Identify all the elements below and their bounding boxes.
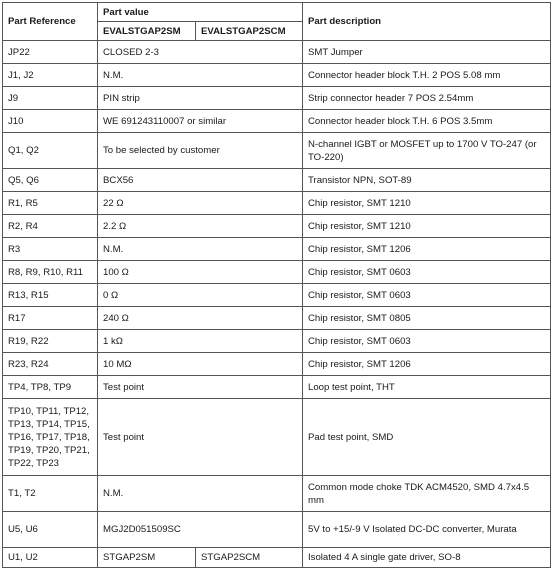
- cell-part-reference: J9: [3, 87, 98, 110]
- header-part-description: Part description: [303, 3, 551, 41]
- cell-part-reference: R13, R15: [3, 284, 98, 307]
- cell-part-description: Connector header block T.H. 2 POS 5.08 mm: [303, 64, 551, 87]
- cell-part-value: 22 Ω: [98, 192, 303, 215]
- cell-part-description: Loop test point, THT: [303, 376, 551, 399]
- bom-table: [2, 2, 551, 568]
- cell-part-description: Isolated 4 A single gate driver, SO-8: [303, 548, 551, 568]
- cell-part-reference: U5, U6: [3, 512, 98, 548]
- bom-table-container: [2, 2, 551, 568]
- cell-part-reference: R19, R22: [3, 330, 98, 353]
- cell-part-description: Pad test point, SMD: [303, 399, 551, 476]
- table-row: [3, 399, 551, 476]
- table-row: [3, 110, 551, 133]
- table-row: [3, 548, 551, 568]
- cell-part-reference: JP22: [3, 41, 98, 64]
- cell-part-value: N.M.: [98, 238, 303, 261]
- header-part-value: Part value: [98, 3, 303, 22]
- cell-part-reference: Q5, Q6: [3, 169, 98, 192]
- cell-part-description: Chip resistor, SMT 0603: [303, 261, 551, 284]
- cell-part-description: Chip resistor, SMT 0603: [303, 284, 551, 307]
- table-row: [3, 261, 551, 284]
- cell-part-reference: TP10, TP11, TP12, TP13, TP14, TP15, TP16, TP17, TP18, TP19, TP20, TP21, TP22, TP23: [3, 399, 98, 476]
- header-row: [3, 3, 551, 22]
- cell-part-reference: TP4, TP8, TP9: [3, 376, 98, 399]
- cell-part-value: To be selected by customer: [98, 133, 303, 169]
- cell-part-reference: R23, R24: [3, 353, 98, 376]
- cell-part-value: CLOSED 2-3: [98, 41, 303, 64]
- cell-part-value: 1 kΩ: [98, 330, 303, 353]
- cell-part-description: Transistor NPN, SOT-89: [303, 169, 551, 192]
- cell-part-value: N.M.: [98, 476, 303, 512]
- table-row: [3, 476, 551, 512]
- header-variant-scm: EVALSTGAP2SCM: [196, 22, 303, 41]
- cell-part-reference: J10: [3, 110, 98, 133]
- cell-part-reference: T1, T2: [3, 476, 98, 512]
- header-variant-sm: EVALSTGAP2SM: [98, 22, 196, 41]
- cell-part-reference: R8, R9, R10, R11: [3, 261, 98, 284]
- cell-part-value: BCX56: [98, 169, 303, 192]
- table-row: [3, 169, 551, 192]
- cell-part-value: N.M.: [98, 64, 303, 87]
- cell-part-description: 5V to +15/-9 V Isolated DC-DC converter, Murata: [303, 512, 551, 548]
- cell-part-value: Test point: [98, 376, 303, 399]
- cell-part-reference: J1, J2: [3, 64, 98, 87]
- cell-part-description: Chip resistor, SMT 1206: [303, 238, 551, 261]
- table-row: [3, 133, 551, 169]
- table-row: [3, 330, 551, 353]
- cell-part-reference: Q1, Q2: [3, 133, 98, 169]
- cell-part-value: WE 691243110007 or similar: [98, 110, 303, 133]
- cell-part-value-sm: STGAP2SM: [98, 548, 196, 568]
- cell-part-value: 0 Ω: [98, 284, 303, 307]
- cell-part-reference: U1, U2: [3, 548, 98, 568]
- cell-part-description: Strip connector header 7 POS 2.54mm: [303, 87, 551, 110]
- table-row: [3, 192, 551, 215]
- cell-part-description: N-channel IGBT or MOSFET up to 1700 V TO-247 (or TO-220): [303, 133, 551, 169]
- table-row: [3, 41, 551, 64]
- cell-part-value: 240 Ω: [98, 307, 303, 330]
- table-row: [3, 512, 551, 548]
- table-row: [3, 215, 551, 238]
- cell-part-description: Chip resistor, SMT 1210: [303, 215, 551, 238]
- cell-part-reference: R3: [3, 238, 98, 261]
- cell-part-value: 10 MΩ: [98, 353, 303, 376]
- cell-part-description: Chip resistor, SMT 0805: [303, 307, 551, 330]
- cell-part-value: PIN strip: [98, 87, 303, 110]
- table-row: [3, 64, 551, 87]
- table-row: [3, 376, 551, 399]
- cell-part-description: Chip resistor, SMT 1206: [303, 353, 551, 376]
- table-row: [3, 284, 551, 307]
- cell-part-description: Connector header block T.H. 6 POS 3.5mm: [303, 110, 551, 133]
- cell-part-value: 100 Ω: [98, 261, 303, 284]
- cell-part-description: Common mode choke TDK ACM4520, SMD 4.7x4.5 mm: [303, 476, 551, 512]
- cell-part-value: 2.2 Ω: [98, 215, 303, 238]
- cell-part-value: MGJ2D051509SC: [98, 512, 303, 548]
- cell-part-description: Chip resistor, SMT 0603: [303, 330, 551, 353]
- header-part-reference: Part Reference: [3, 3, 98, 41]
- cell-part-description: Chip resistor, SMT 1210: [303, 192, 551, 215]
- table-row: [3, 353, 551, 376]
- cell-part-reference: R1, R5: [3, 192, 98, 215]
- table-row: [3, 87, 551, 110]
- table-row: [3, 238, 551, 261]
- table-row: [3, 307, 551, 330]
- cell-part-reference: R17: [3, 307, 98, 330]
- cell-part-reference: R2, R4: [3, 215, 98, 238]
- cell-part-value-scm: STGAP2SCM: [196, 548, 303, 568]
- cell-part-description: SMT Jumper: [303, 41, 551, 64]
- cell-part-value: Test point: [98, 399, 303, 476]
